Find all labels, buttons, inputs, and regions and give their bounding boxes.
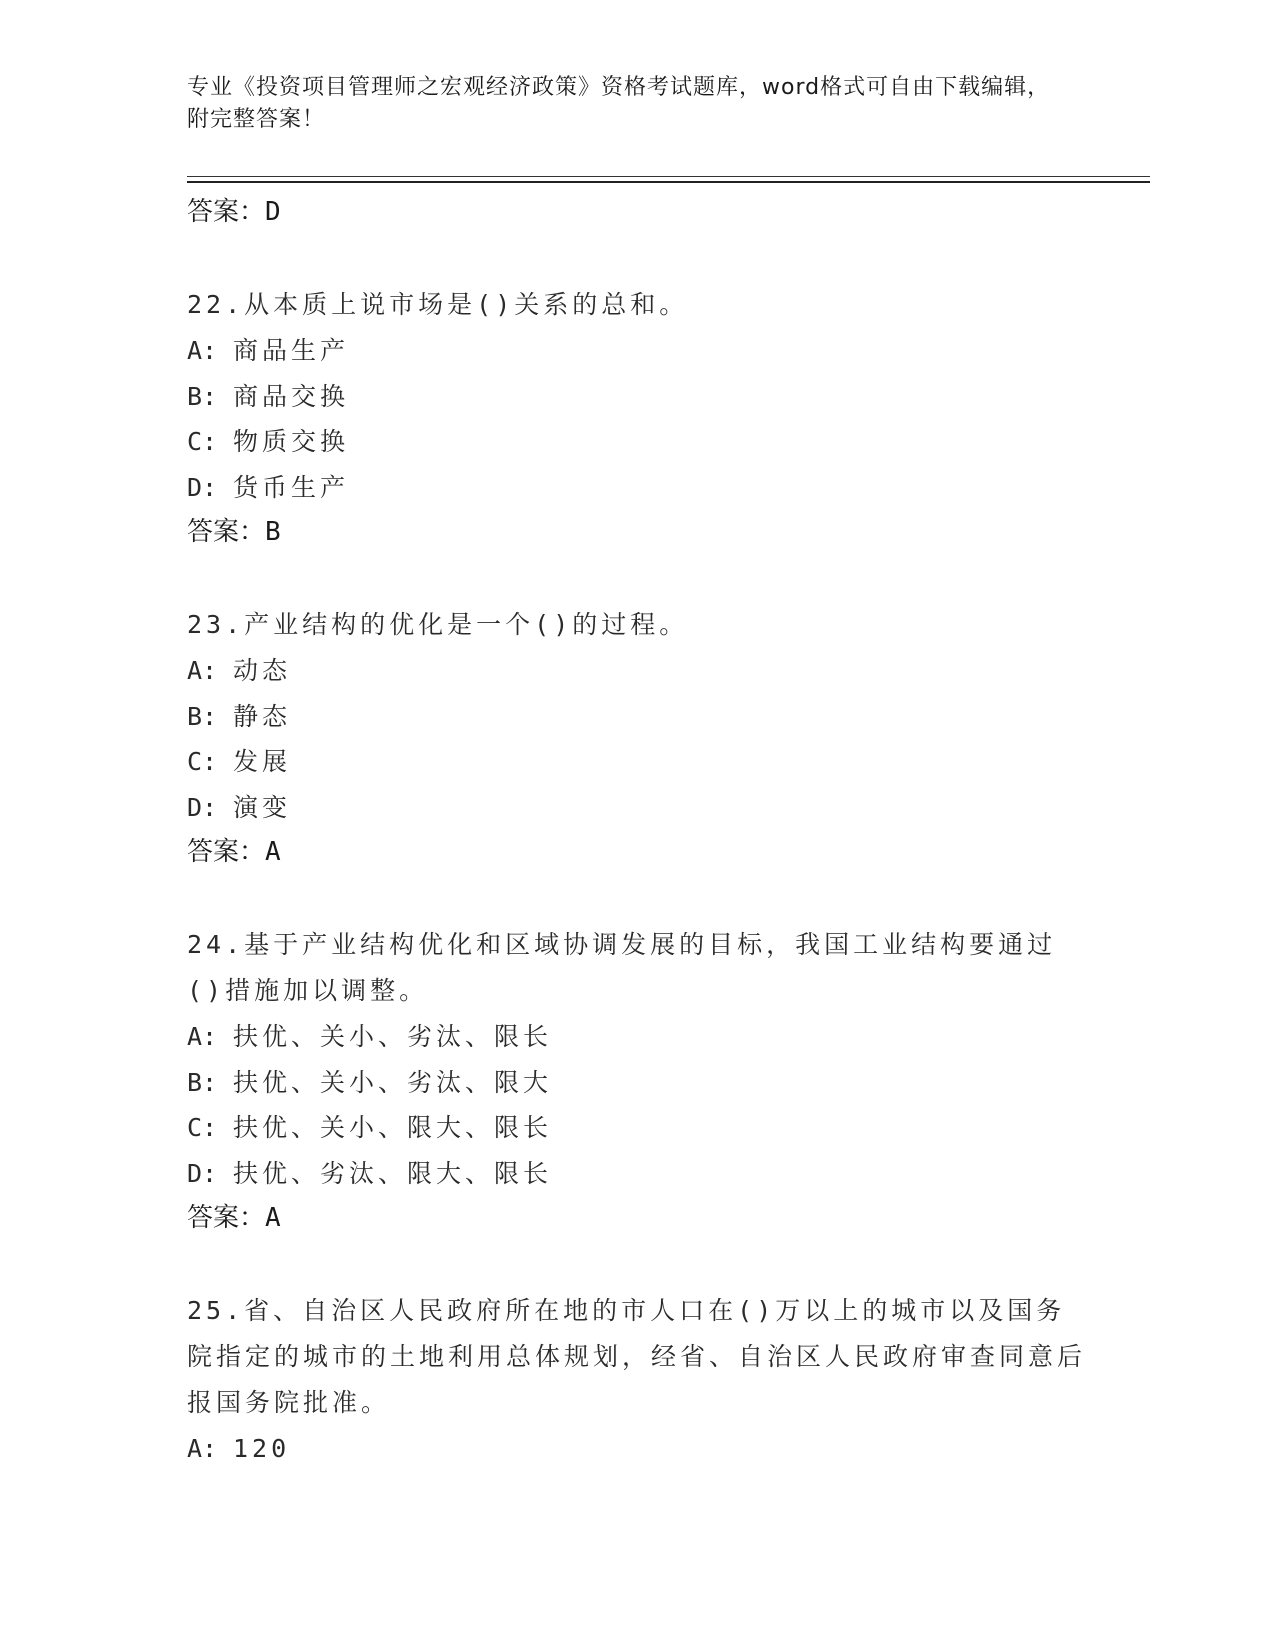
question-24 — [187, 922, 1087, 1240]
question-text: 22.从本质上说市场是()关系的总和。 — [187, 290, 689, 319]
option-letter: A: — [187, 1434, 218, 1463]
option-letter: B: — [187, 381, 218, 411]
option-d — [187, 465, 1087, 511]
option-text: 货币生产 — [233, 472, 350, 502]
option-c — [187, 739, 1087, 785]
answer — [187, 1196, 1087, 1240]
question-25 — [187, 1288, 1087, 1472]
option-letter: A: — [187, 336, 218, 365]
option-letter: D: — [187, 792, 218, 822]
answer-value: D — [265, 197, 281, 227]
option-d — [187, 1151, 1087, 1197]
option-letter: C: — [187, 747, 218, 776]
answer-label: 答案： — [187, 197, 266, 227]
option-text: 商品交换 — [233, 381, 350, 411]
answer-label: 答案： — [187, 1203, 266, 1233]
answer — [187, 510, 1087, 554]
option-b — [187, 1060, 1087, 1106]
option-letter: A: — [187, 1022, 218, 1051]
question-23 — [187, 602, 1087, 874]
option-letter: C: — [187, 427, 218, 456]
option-text: 扶优、劣汰、限大、限长 — [233, 1158, 553, 1188]
answer — [187, 830, 1087, 874]
question-list — [187, 190, 1087, 1472]
option-text: 静态 — [233, 701, 292, 731]
question-text: 23.产业结构的优化是一个()的过程。 — [187, 610, 689, 639]
option-c — [187, 1105, 1087, 1151]
option-a — [187, 1014, 1087, 1060]
option-a — [187, 328, 1087, 374]
option-text: 发展 — [233, 747, 292, 776]
answer-value: B — [265, 517, 281, 547]
option-letter: C: — [187, 1113, 218, 1142]
option-text: 演变 — [233, 792, 292, 822]
option-letter: D: — [187, 472, 218, 502]
question-text: 25.省、自治区人民政府所在地的市人口在()万以上的城市以及国务院指定的城市的土地利用总体规划，经省、自治区人民政府审查同意后报国务院批准。 — [187, 1296, 1087, 1417]
option-text: 扶优、关小、劣汰、限长 — [233, 1022, 553, 1051]
option-b — [187, 694, 1087, 740]
option-a — [187, 1426, 1087, 1472]
option-letter: B: — [187, 1067, 218, 1097]
header-divider-thick — [187, 181, 1150, 183]
option-letter: A: — [187, 656, 218, 685]
question-text: 24.基于产业结构优化和区域协调发展的目标，我国工业结构要通过()措施加以调整。 — [187, 930, 1057, 1005]
option-b — [187, 374, 1087, 420]
option-letter: B: — [187, 701, 218, 731]
answer-label: 答案： — [187, 837, 266, 867]
option-text: 扶优、关小、限大、限长 — [233, 1113, 553, 1142]
option-c — [187, 419, 1087, 465]
question-22 — [187, 282, 1087, 554]
option-text: 物质交换 — [233, 427, 350, 456]
option-letter: D: — [187, 1158, 218, 1188]
option-text: 扶优、关小、劣汰、限大 — [233, 1067, 553, 1097]
prev-answer — [187, 190, 1087, 234]
answer-value: A — [265, 1203, 281, 1233]
option-text: 商品生产 — [233, 336, 350, 365]
document-header: 专业《投资项目管理师之宏观经济政策》资格考试题库，word格式可自由下载编辑，附完整答案！ — [187, 75, 1051, 132]
header-divider-thin — [187, 176, 1150, 177]
option-a — [187, 648, 1087, 694]
option-d — [187, 785, 1087, 831]
option-text: 动态 — [233, 656, 292, 685]
answer-value: A — [265, 837, 281, 867]
option-text: 120 — [233, 1434, 291, 1463]
answer-label: 答案： — [187, 517, 266, 547]
